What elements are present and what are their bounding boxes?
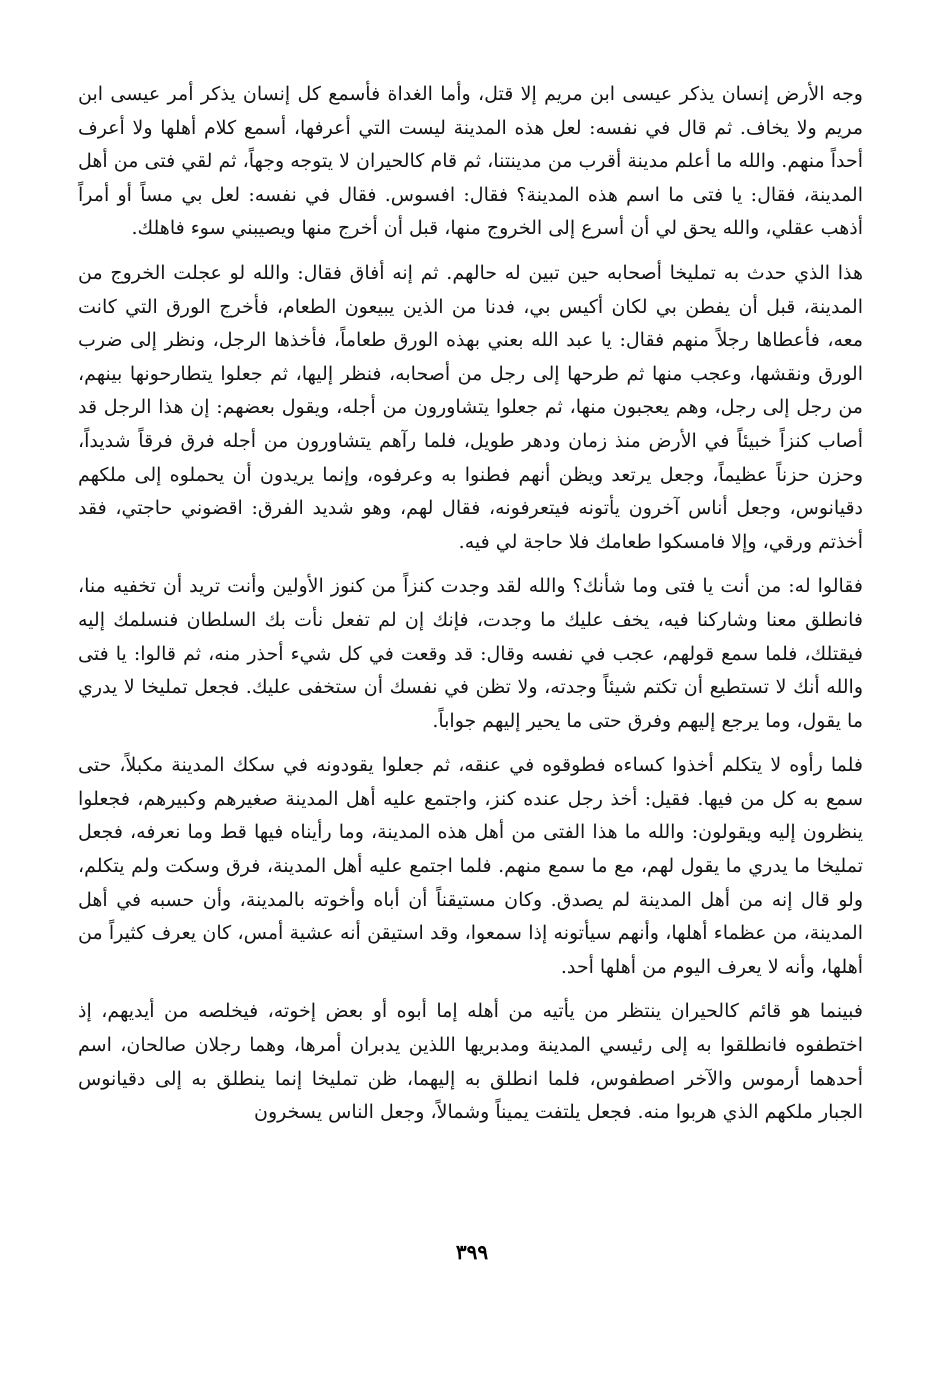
paragraph-2: هذا الذي حدث به تمليخا أصحابه حين تبين له حالهم. ثم إنه أفاق فقال: والله لو عجلت الخروج من المدينة، قبل أن يفطن بي لكان أكيس بي، فدنا من الذين يبيعون الطعام، فأخرج الورق التي كانت معه، فأعطاها رجلاً منهم فقال: يا عبد الله بعني بهذه الورق طعاماً، فأخذها الرجل، ونظر إلى ضرب الورق ونقشها، وعجب منها ثم طرحها إلى رجل من أصحابه، فنظر إليها، ثم جعلوا يتطارحونها بينهم، من رجل إلى رجل، وهم يعجبون منها، ثم جعلوا يتشاورون من أجله، ويقول بعضهم: إن هذا الرجل قد أصاب كنزاً خبيئاً في الأرض منذ زمان ودهر طويل، فلما رآهم يتشاورون من أجله فرق فرقاً شديداً، وحزن حزناً عظيماً، وجعل يرتعد ويظن أنهم فطنوا به وعرفوه، وإنما يريدون أن يحملوه إلى ملكهم دقيانوس، وجعل أناس آخرون يأتونه فيتعرفونه، فقال لهم، وهو شديد الفرق: اقضوني حاجتي، فقد أخذتم ورقي، وإلا فامسكوا طعامك فلا حاجة لي فيه. [78,261,863,553]
paragraph-1: وجه الأرض إنسان يذكر عيسى ابن مريم إلا قتل، وأما الغداة فأسمع كل إنسان يذكر أمر عيسى ابن مريم ولا يخاف. ثم قال في نفسه: لعل هذه المدينة ليست التي أعرفها، أسمع كلام أهلها ولا أعرف أحداً منهم. والله ما أعلم مدينة أقرب من مدينتنا، ثم قام كالحيران لا يتوجه وجهاً، ثم لقي فتى من أهل المدينة، فقال: يا فتى ما اسم هذه المدينة؟ فقال: افسوس. فقال في نفسه: لعل بي مساً أو أمراً أذهب عقلي، والله يحق لي أن أسرع إلى الخروج منها، قبل أن أخرج منها ويصيبني سوء فاهلك. [78,83,863,240]
paragraph-4: فلما رأوه لا يتكلم أخذوا كساءه فطوقوه في عنقه، ثم جعلوا يقودونه في سكك المدينة مكبلاً، حتى سمع به كل من فيها. فقيل: أخذ رجل عنده كنز، واجتمع عليه أهل المدينة صغيرهم وكبيرهم، فجعلوا ينظرون إليه ويقولون: والله ما هذا الفتى من أهل هذه المدينة، وما رأيناه فيها قط وما نعرفه، فجعل تمليخا ما يدري ما يقول لهم، مع ما سمع منهم. فلما اجتمع عليه أهل المدينة، فرق وسكت ولم يتكلم، ولو قال إنه من أهل المدينة لم يصدق. وكان مستيقناً أن أباه وأخوته بالمدينة، وأن حسبه في أهل المدينة، من عظماء أهلها، وأنهم سيأتونه إذا سمعوا، وقد استيقن أنه عشية أمس، كان يعرف كثيراً من أهلها، وأنه لا يعرف اليوم من أهلها أحد. [78,754,863,978]
paragraph-3: فقالوا له: من أنت يا فتى وما شأنك؟ والله لقد وجدت كنزاً من كنوز الأولين وأنت تريد أن تخفيه منا، فانطلق معنا وشاركنا فيه، يخف عليك ما وجدت، فإنك إن لم تفعل نأت بك السلطان فنسلمك إليه فيقتلك، فلما سمع قولهم، عجب في نفسه وقال: قد وقعت في كل شيء أحذر منه، ثم قالوا: يا فتى والله أنك لا تستطيع أن تكتم شيئاً وجدته، ولا تظن في نفسك أن ستخفى عليك. فجعل تمليخا لا يدري ما يقول، وما يرجع إليهم وفرق حتى ما يحير إليهم جواباً. [78,575,863,732]
book-page [78,78,863,1348]
paragraph-5: فبينما هو قائم كالحيران ينتظر من يأتيه من أهله إما أبوه أو بعض إخوته، فيخلصه من أيديهم، إذ اختطفوه فانطلقوا به إلى رئيسي المدينة ومدبريها اللذين يدبران أمرها، وهما رجلان صالحان، اسم أحدهما أرموس والآخر اصطفوس، فلما انطلق به إليهما، ظن تمليخا إنما ينطلق به إلى دقيانوس الجبار ملكهم الذي هربوا منه. فجعل يلتفت يميناً وشمالاً، وجعل الناس يسخرون [78,1000,863,1124]
page-number: ٣٩٩ [455,1240,489,1264]
